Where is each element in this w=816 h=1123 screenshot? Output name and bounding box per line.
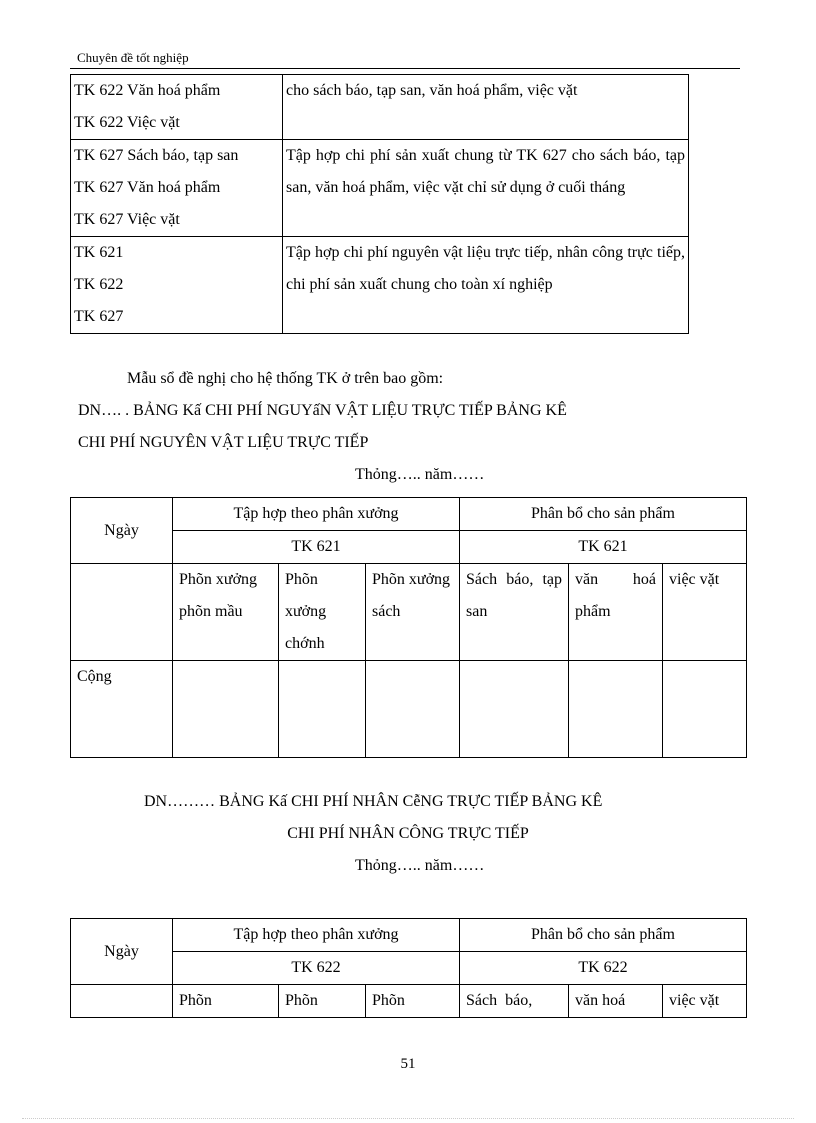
ledger-title-line-1: DN……… BẢNG Kấ CHI PHÍ NHÂN CễNG TRỰC TIẾP BẢNG KÊ — [144, 793, 603, 810]
column-header: văn hoá — [569, 985, 663, 1018]
column-header: Phõn xưởng phõn mầu — [173, 564, 279, 661]
period-line: Thỏng….. năm…… — [355, 857, 485, 874]
empty-cell — [71, 564, 173, 661]
column-header: Phõn xưởng chớnh — [279, 564, 366, 661]
table-header-row — [71, 919, 747, 952]
empty-cell — [279, 661, 366, 758]
column-header: Sách báo, — [460, 985, 569, 1018]
empty-cell — [71, 985, 173, 1018]
column-header: văn hoá phẩm — [569, 564, 663, 661]
product-group-header: Phân bổ cho sản phẩm — [460, 919, 747, 952]
empty-cell — [569, 661, 663, 758]
column-header: Sách báo, tạp san — [460, 564, 569, 661]
total-label: Cộng — [71, 661, 173, 758]
account-line: TK 622 Việc vặt — [74, 114, 180, 131]
account-line: TK 621 — [74, 244, 124, 261]
account-cell — [71, 237, 283, 334]
table-header-row — [71, 531, 747, 564]
workshop-group-header: Tập hợp theo phân xưởng — [173, 919, 460, 952]
product-group-header: Phân bổ cho sản phẩm — [460, 498, 747, 531]
empty-cell — [173, 661, 279, 758]
account-cell — [71, 75, 283, 140]
labour-cost-ledger-table — [70, 918, 747, 1018]
header-rule — [70, 68, 740, 69]
column-header: việc vặt — [663, 564, 747, 661]
account-header-left: TK 621 — [173, 531, 460, 564]
account-cell — [71, 140, 283, 237]
column-header: Phõn — [173, 985, 279, 1018]
page-number: 51 — [400, 1056, 416, 1072]
date-header: Ngày — [71, 919, 173, 985]
page-bottom-rule — [22, 1118, 794, 1119]
table-row — [71, 237, 689, 334]
intro-paragraph: Mẫu sổ đề nghị cho hệ thống TK ở trên bao gồm: — [127, 370, 444, 387]
table-row — [71, 985, 747, 1018]
account-line: TK 627 Sách báo, tạp san — [74, 147, 239, 164]
account-line: TK 627 Việc vặt — [74, 211, 180, 228]
ledger-title-line-2: CHI PHÍ NGUYÊN VẬT LIỆU TRỰC TIẾP — [78, 434, 369, 451]
account-line: TK 622 — [74, 276, 124, 293]
account-header-left: TK 622 — [173, 952, 460, 985]
description-cell: Tập hợp chi phí nguyên vật liệu trực tiếp, nhân công trực tiếp, chi phí sản xuất chung cho toàn xí nghiệp — [283, 237, 689, 334]
period-line: Thỏng….. năm…… — [355, 466, 485, 483]
material-cost-ledger-table — [70, 497, 747, 758]
empty-cell — [663, 661, 747, 758]
table-header-row — [71, 952, 747, 985]
column-header: Phõn — [366, 985, 460, 1018]
description-cell: cho sách báo, tạp san, văn hoá phẩm, việc vặt — [283, 75, 689, 140]
table-row — [71, 661, 747, 758]
account-line: TK 627 — [74, 308, 124, 325]
account-header-right: TK 621 — [460, 531, 747, 564]
account-line: TK 622 Văn hoá phẩm — [74, 82, 221, 99]
description-cell: Tập hợp chi phí sản xuất chung từ TK 627 cho sách báo, tạp san, văn hoá phẩm, việc vặt chỉ sử dụng ở cuối tháng — [283, 140, 689, 237]
column-header: việc vặt — [663, 985, 747, 1018]
ledger-title-line-2: CHI PHÍ NHÂN CÔNG TRỰC TIẾP — [287, 825, 529, 842]
table-header-row — [71, 498, 747, 531]
account-line: TK 627 Văn hoá phẩm — [74, 179, 221, 196]
running-header: Chuyên đề tốt nghiệp — [77, 50, 189, 65]
empty-cell — [366, 661, 460, 758]
empty-cell — [460, 661, 569, 758]
column-header: Phõn xưởng sách — [366, 564, 460, 661]
workshop-group-header: Tập hợp theo phân xưởng — [173, 498, 460, 531]
table-row — [71, 140, 689, 237]
table-row — [71, 75, 689, 140]
ledger-title-line-1: DN…. . BẢNG Kấ CHI PHÍ NGUYấN VẬT LIỆU TRỰC TIẾP BẢNG KÊ — [78, 402, 567, 419]
table-row — [71, 564, 747, 661]
account-mapping-table — [70, 74, 689, 334]
date-header: Ngày — [71, 498, 173, 564]
account-header-right: TK 622 — [460, 952, 747, 985]
column-header: Phõn — [279, 985, 366, 1018]
